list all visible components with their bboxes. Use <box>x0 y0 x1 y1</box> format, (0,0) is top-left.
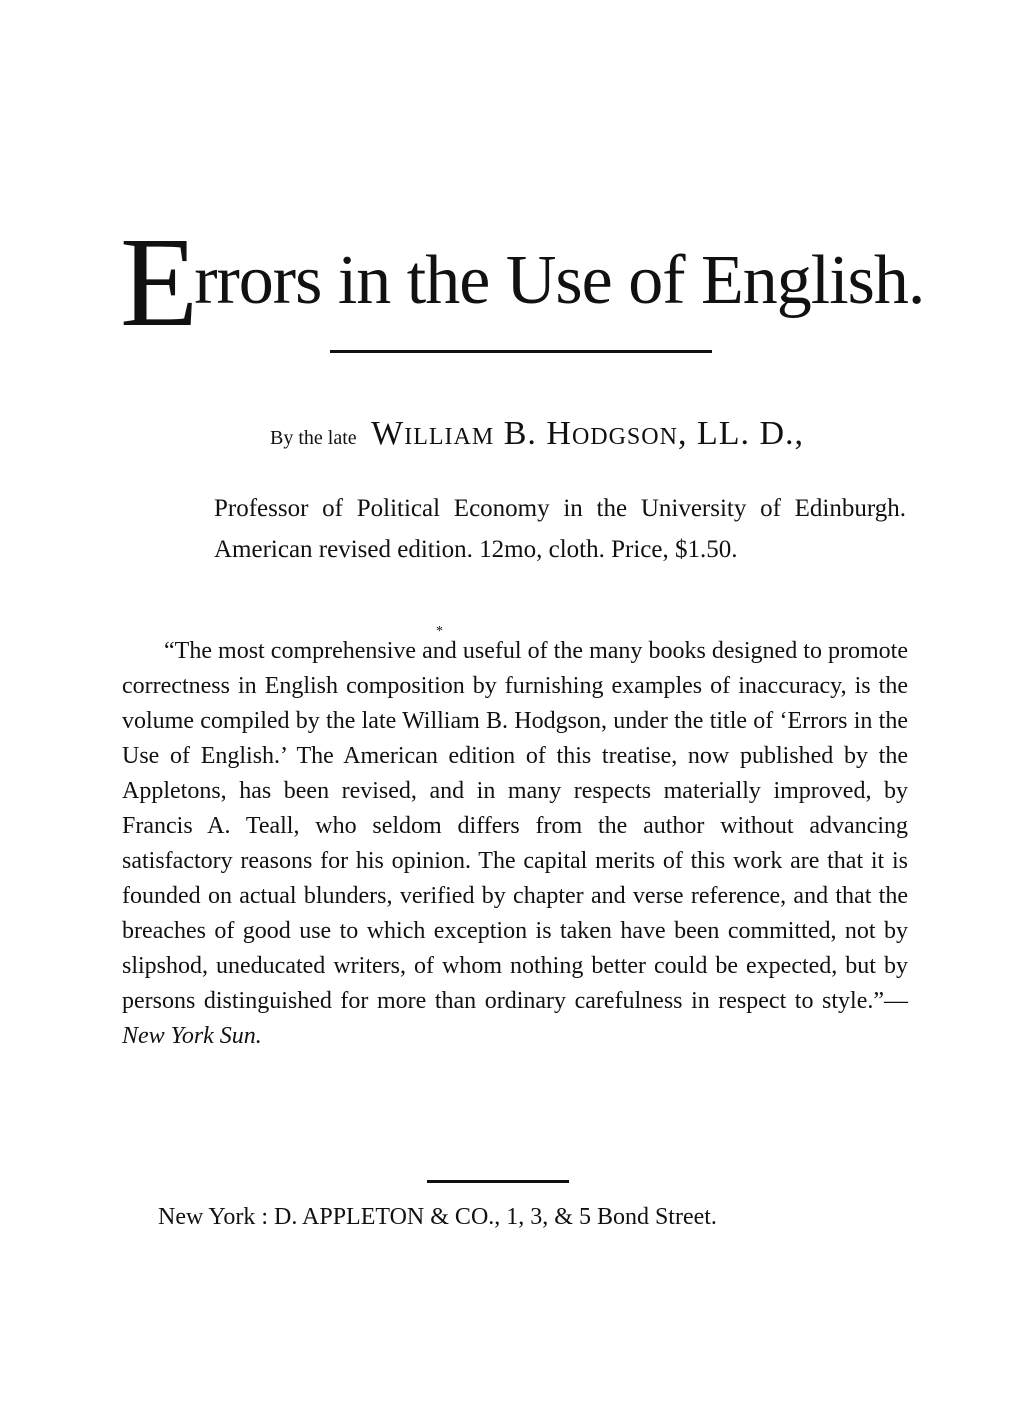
ornament-mark: * <box>436 624 443 639</box>
imprint-divider <box>427 1180 569 1183</box>
author-name: William B. Hodgson, LL. D., <box>371 415 805 452</box>
author-prefix: By the late <box>270 427 357 449</box>
title-text: rrors in the Use of English. <box>194 242 925 319</box>
author-line <box>270 415 804 453</box>
review-quote <box>122 634 908 1054</box>
review-source: New York Sun. <box>122 1023 262 1049</box>
review-text: “The most comprehensive and useful of the many books designed to promote correctness in English composition by furnishing examples of inaccuracy, is the volume compiled by the late William B. Hodgson, under the title of ‘Errors in the Use of English.’ The American edition of this treatise, now published by the Appletons, has been revised, and in many respects materially improved, by Francis A. Teall, who seldom differs from the author without advancing satisfactory reasons for his opinion. The capital merits of this work are that it is founded on actual blunders, verified by chapter and verse reference, and that the breaches of good use to which exception is taken have been committed, not by slipshod, uneducated writers, of whom nothing better could be expected, but by persons distinguished for more than ordinary carefulness in respect to style.”— <box>122 638 908 1014</box>
title-divider <box>330 350 712 353</box>
publisher-imprint: New York : D. APPLETON & CO., 1, 3, & 5 Bond Street. <box>158 1204 717 1230</box>
book-description: Professor of Political Economy in the University of Edinburgh. American revised edition. 12mo, cloth. Price, $1.50. <box>214 495 906 563</box>
title-drop-cap: E <box>120 211 195 353</box>
book-title <box>120 211 925 353</box>
